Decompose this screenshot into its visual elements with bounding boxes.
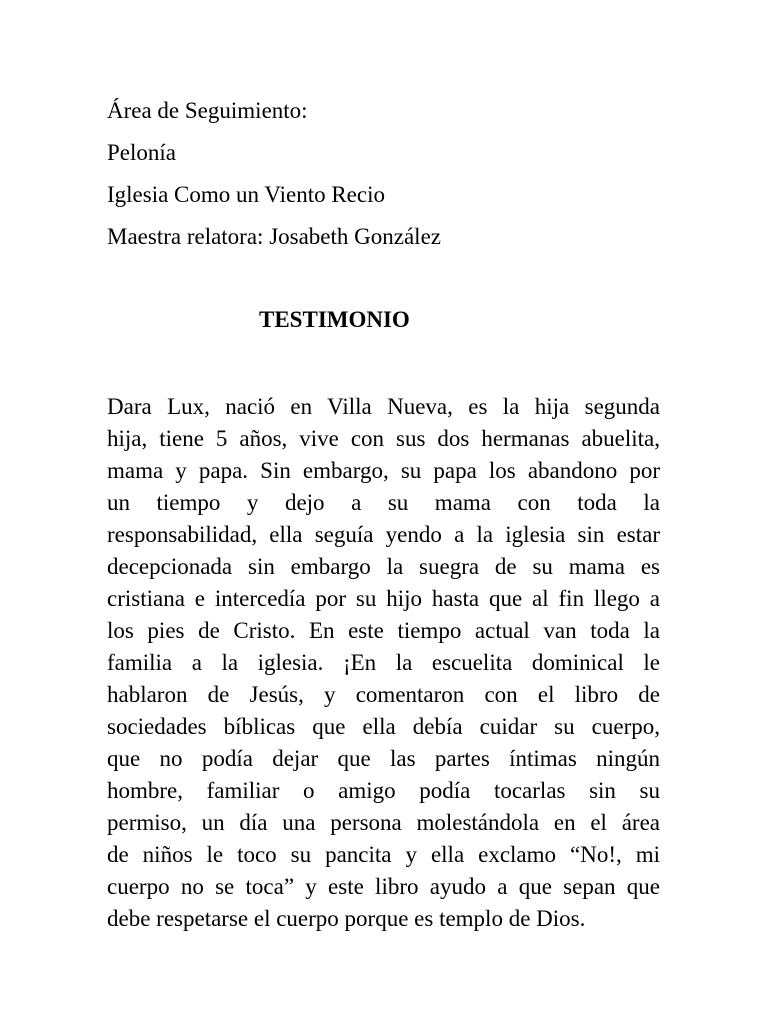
body-line: que no podía dejar que las partes íntimas ningún xyxy=(107,746,660,771)
body-line: debe respetarse el cuerpo porque es templo de Dios. xyxy=(107,906,586,931)
document-title: TESTIMONIO xyxy=(259,307,410,332)
body-line: Dara Lux, nació en Villa Nueva, es la hija segunda xyxy=(107,394,660,419)
body-line: mama y papa. Sin embargo, su papa los abandono por xyxy=(107,458,660,483)
body-line: cuerpo no se toca” y este libro ayudo a que sepan que xyxy=(107,874,660,899)
body-line: sociedades bíblicas que ella debía cuidar su cuerpo, xyxy=(107,714,660,739)
header-area-line: Área de Seguimiento: xyxy=(107,98,308,123)
body-line: hombre, familiar o amigo podía tocarlas sin su xyxy=(107,778,660,803)
body-line: hija, tiene 5 años, vive con sus dos hermanas abuelita, xyxy=(107,426,660,451)
body-line: los pies de Cristo. En este tiempo actual van toda la xyxy=(107,618,660,643)
header-block xyxy=(107,90,667,258)
body-line: cristiana e intercedía por su hijo hasta que al fin llego a xyxy=(107,586,660,611)
body-line: permiso, un día una persona molestándola en el área xyxy=(107,810,660,835)
header-teacher-line: Maestra relatora: Josabeth González xyxy=(107,224,441,249)
body-line: de niños le toco su pancita y ella exclamo “No!, mi xyxy=(107,842,660,867)
body-line: hablaron de Jesús, y comentaron con el libro de xyxy=(107,682,660,707)
body-line: responsabilidad, ella seguía yendo a la iglesia sin estar xyxy=(107,522,660,547)
testimony-body xyxy=(107,391,660,935)
header-church-line: Iglesia Como un Viento Recio xyxy=(107,182,385,207)
body-line: familia a la iglesia. ¡En la escuelita dominical le xyxy=(107,650,660,675)
body-line: decepcionada sin embargo la suegra de su mama es xyxy=(107,554,660,579)
body-line: un tiempo y dejo a su mama con toda la xyxy=(107,490,660,515)
header-location-line: Pelonía xyxy=(107,140,176,165)
